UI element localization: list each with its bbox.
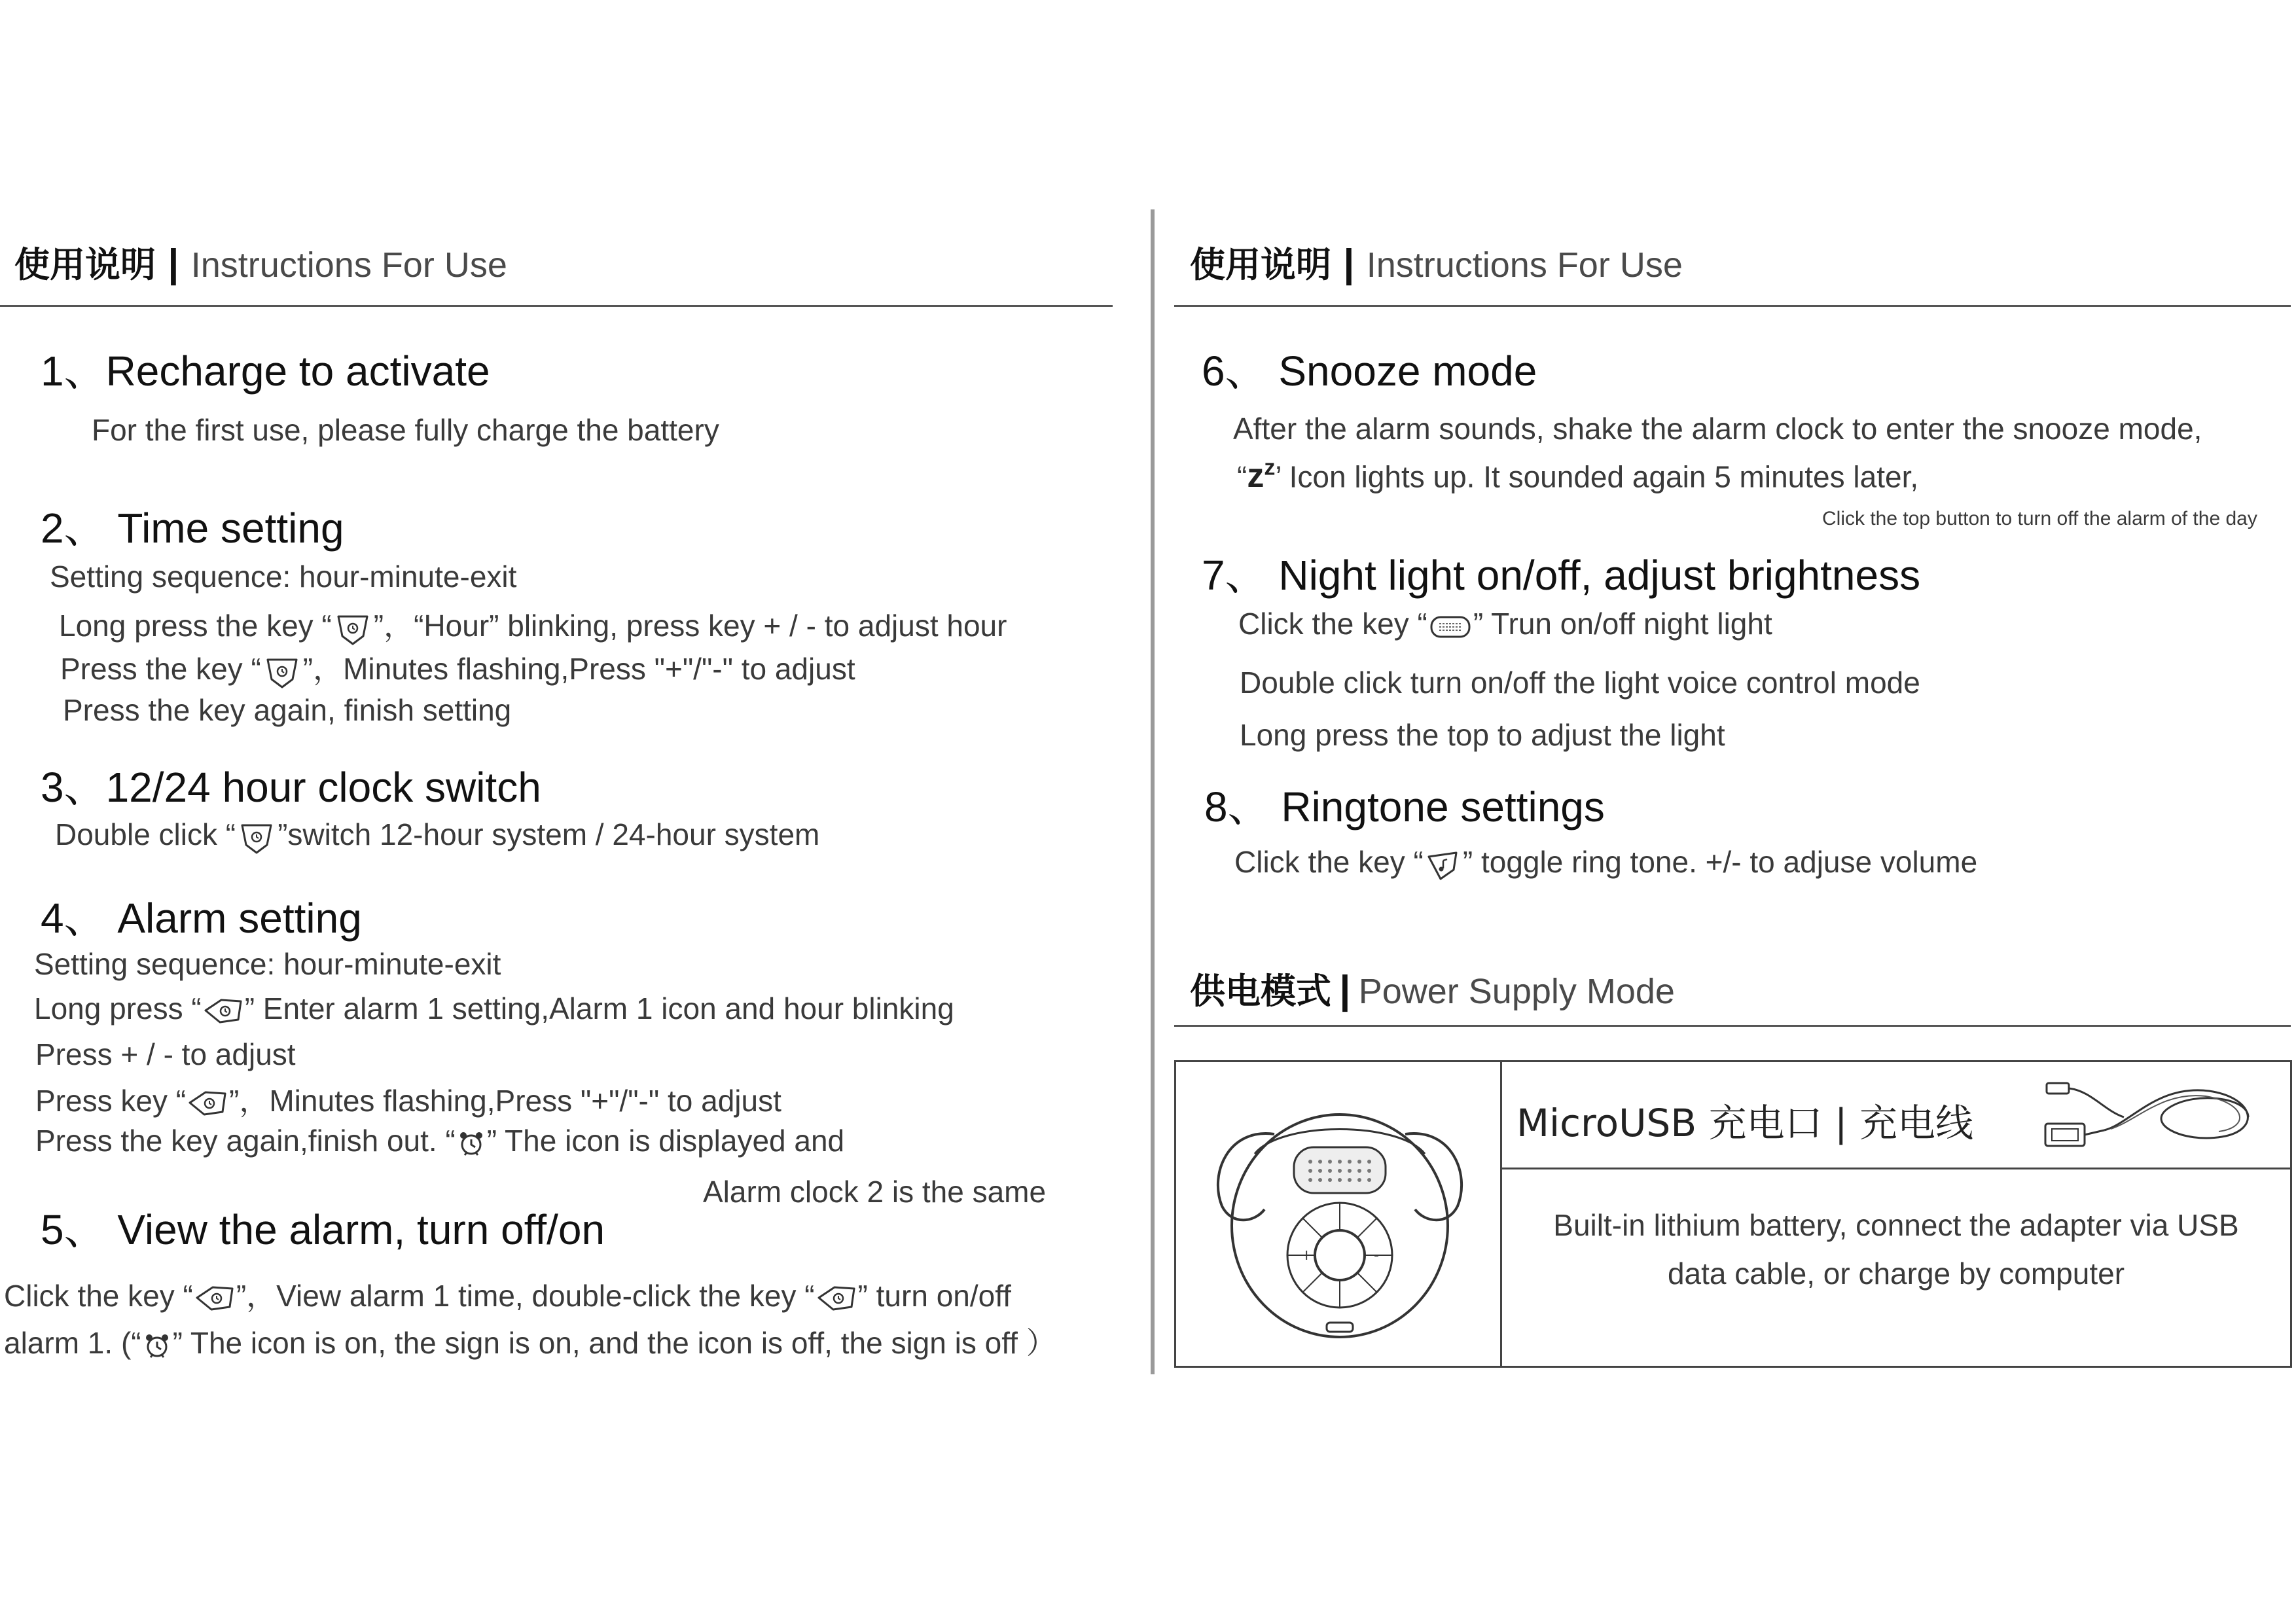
snooze-z-sup: z: [1264, 455, 1276, 480]
section-5-line-1b: ”，View alarm 1 time, double-click the key “: [236, 1279, 815, 1313]
night-light-key-icon: [1427, 612, 1473, 641]
section-6-line-2b: ’ Icon lights up. It sounded again 5 minutes later,: [1275, 459, 1919, 494]
section-7-line-1a: Click the key “: [1238, 607, 1427, 641]
section-7-title: 7、 Night light on/off, adjust brightness: [1202, 552, 1921, 599]
mode-key-icon: [332, 610, 374, 647]
section-7-line-1b: ” Trun on/off night light: [1473, 607, 1772, 641]
section-4-line-1: Setting sequence: hour-minute-exit: [34, 947, 501, 981]
power-header: [1190, 963, 1675, 1014]
power-header-sep: |: [1339, 968, 1351, 1012]
right-header-zh: 使用说明: [1190, 244, 1331, 285]
section-7-line-1: [1238, 606, 1772, 641]
section-8-title: 8、 Ringtone settings: [1204, 783, 1605, 830]
section-4-line-2: [34, 991, 954, 1027]
left-header-rule: [0, 305, 1113, 307]
section-6-line-1: After the alarm sounds, shake the alarm clock to enter the snooze mode,: [1233, 412, 2202, 446]
left-header-en: Instructions For Use: [190, 245, 507, 285]
section-4-line-4a: Press key “: [35, 1084, 187, 1118]
section-5-line-1c: ” turn on/off: [857, 1279, 1011, 1313]
section-5-title: 5、 View the alarm, turn off/on: [41, 1206, 605, 1253]
section-4-line-5b: ” The icon is displayed and: [486, 1124, 845, 1158]
snooze-icon: [1247, 457, 1275, 495]
section-1-title: 1、Recharge to activate: [41, 348, 490, 395]
section-4-line-4b: ”，Minutes flashing,Press "+"/"-" to adjust: [229, 1084, 781, 1118]
left-header: [14, 237, 507, 287]
section-3-line-1b: ”switch 12-hour system / 24-hour system: [278, 817, 820, 851]
power-header-rule: [1174, 1025, 2291, 1027]
power-header-en: Power Supply Mode: [1358, 972, 1675, 1011]
section-3-line-1: [55, 817, 819, 855]
usb-title-cell: [1502, 1062, 2290, 1169]
left-header-sep: |: [168, 241, 179, 285]
section-7-line-3: Long press the top to adjust the light: [1240, 718, 1725, 752]
section-5-line-1a: Click the key “: [4, 1279, 193, 1313]
section-4-line-2a: Long press “: [34, 991, 202, 1026]
section-2-title: 2、 Time setting: [41, 505, 344, 552]
right-header-rule: [1174, 305, 2291, 307]
power-supply-box: [1174, 1060, 2292, 1368]
section-2-line-2a: Long press the key “: [59, 609, 332, 643]
section-8-line-1: [1234, 844, 1977, 883]
section-6-line-3: Click the top button to turn off the alarm of the day: [1822, 508, 2257, 529]
power-header-zh: 供电模式: [1190, 971, 1331, 1012]
section-5-line-2: [4, 1319, 1056, 1363]
section-5-line-2b: ” The icon is on, the sign is on, and the icon is off, the sign is off ）: [172, 1326, 1056, 1360]
power-description: Built-in lithium battery, connect the adapter via USB data cable, or charge by computer: [1553, 1208, 2239, 1291]
device-illustration: [1176, 1062, 1502, 1366]
section-3-title: 3、12/24 hour clock switch: [41, 764, 541, 811]
usb-title: MicroUSB 充电口 | 充电线: [1516, 1101, 1974, 1145]
section-6-line-2a: “: [1237, 459, 1247, 494]
section-2-line-2: [59, 602, 1007, 647]
alarm-key-icon: [193, 1282, 236, 1315]
svg-text:+: +: [1300, 1247, 1313, 1264]
section-8-line-1b: ” toggle ring tone. +/- to adjuse volume: [1462, 845, 1978, 879]
right-header: [1190, 237, 1683, 287]
section-4-line-5: [35, 1123, 844, 1159]
section-5-line-1: [4, 1272, 1011, 1315]
section-1-line: For the first use, please fully charge the battery: [92, 413, 719, 447]
alarm-key-icon: [202, 995, 245, 1027]
alarm-clock-icon: [456, 1128, 487, 1159]
section-2-line-2b: ”，“Hour” blinking, press key + / - to adjust hour: [373, 609, 1007, 643]
alarm-key-icon: [186, 1087, 229, 1120]
section-4-line-4: [35, 1077, 781, 1120]
section-4-line-5a: Press the key again,finish out. “: [35, 1124, 456, 1158]
column-divider: [1151, 209, 1155, 1374]
alarm-key-icon: [815, 1282, 858, 1315]
section-6-line-2: [1237, 455, 1918, 495]
right-header-sep: |: [1343, 241, 1355, 285]
section-6-title: 6、 Snooze mode: [1202, 348, 1537, 395]
section-2-line-4: Press the key again, finish setting: [63, 693, 512, 727]
ringtone-key-icon: [1424, 846, 1463, 883]
section-2-line-1: Setting sequence: hour-minute-exit: [50, 560, 517, 594]
section-8-line-1a: Click the key “: [1234, 845, 1424, 879]
section-4-line-2b: ” Enter alarm 1 setting,Alarm 1 icon and hour blinking: [244, 991, 954, 1026]
section-4-line-3: Press + / - to adjust: [35, 1037, 296, 1071]
snooze-z: z: [1247, 457, 1265, 495]
alarm-clock-device-icon: [1202, 1082, 1477, 1344]
mode-key-icon: [261, 653, 303, 690]
usb-cable-icon: [2039, 1071, 2274, 1156]
alarm-clock-icon: [141, 1330, 173, 1361]
left-header-zh: 使用说明: [14, 244, 156, 285]
section-4-line-6: Alarm clock 2 is the same: [703, 1175, 1047, 1209]
section-5-line-2a: alarm 1. (“: [4, 1326, 141, 1360]
mode-key-icon: [236, 819, 278, 855]
section-2-line-3: [60, 645, 855, 690]
section-4-title: 4、 Alarm setting: [41, 895, 362, 942]
section-3-line-1a: Double click “: [55, 817, 236, 851]
section-7-line-2: Double click turn on/off the light voice control mode: [1240, 666, 1920, 700]
right-header-en: Instructions For Use: [1366, 245, 1683, 285]
section-2-line-3a: Press the key “: [60, 652, 261, 686]
section-2-line-3b: ”，Minutes flashing,Press "+"/"-" to adjust: [302, 652, 855, 686]
svg-text:-: -: [1374, 1247, 1379, 1264]
